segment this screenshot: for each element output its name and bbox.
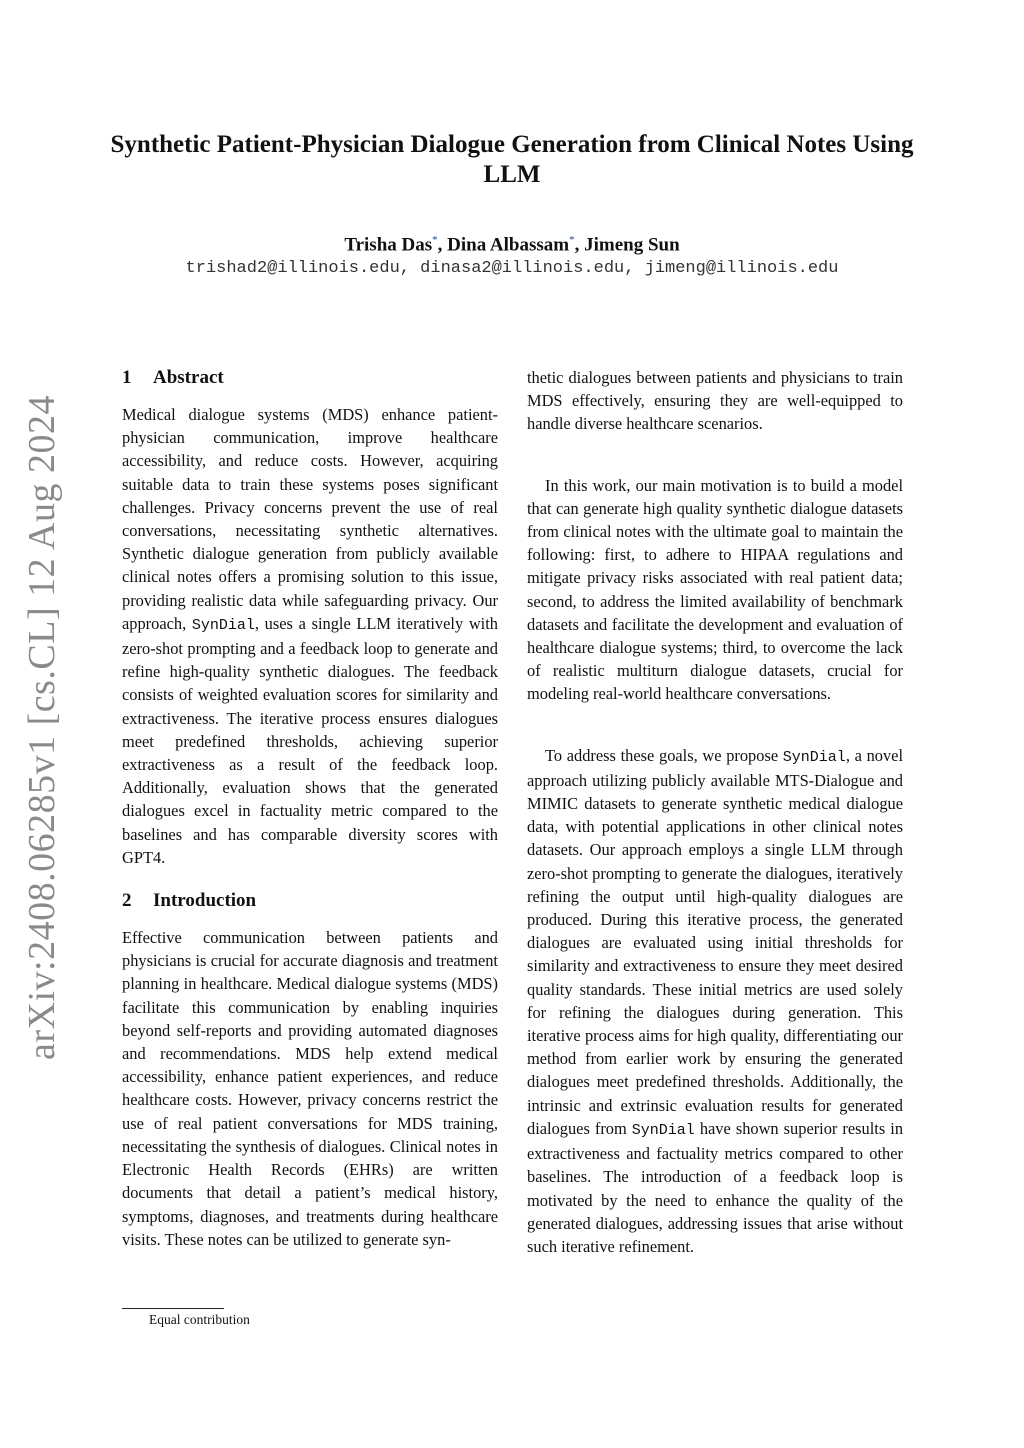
intro-paragraph-continued: thetic dialogues between patients and physicians to train MDS effectively, ensuring they are well-equipped to handle diverse healthcare scenarios. bbox=[527, 368, 903, 434]
section-number: 2 bbox=[122, 890, 132, 912]
intro-paragraph: In this work, our main motivation is to build a model that can generate high quality synthetic dialogue datasets from clinical notes with the ultimate goal to maintain the following: first, to adhere to HIPAA regulations and mitigate privacy risks associated with real patient data; second, to address the limited availability of benchmark datasets and facilitate the development and evaluation of healthcare dialogue systems; third, to overcome the lack of realistic multiturn dialogue datasets, crucial for modeling real-world healthcare conversations. bbox=[527, 475, 903, 704]
section-title: Abstract bbox=[153, 367, 224, 388]
section-number: 1 bbox=[122, 367, 132, 388]
right-column bbox=[527, 366, 903, 1258]
left-column bbox=[122, 366, 498, 1251]
section-title: Introduction bbox=[153, 890, 257, 912]
equal-contribution-mark[interactable]: * bbox=[569, 234, 575, 246]
footnote bbox=[149, 1312, 250, 1328]
footnote-text: Equal contribution bbox=[149, 1312, 250, 1327]
abstract-paragraph bbox=[122, 403, 498, 869]
method-name: SynDial bbox=[191, 616, 255, 634]
author-list: Trisha Das*, Dina Albassam*, Jimeng Sun bbox=[344, 234, 680, 256]
abstract-text: , uses a single LLM iteratively with zero-shot prompting and a feedback loop to generate and refine high-quality synthetic dialogues. The feedback consists of weighted evaluation scores for similarity and extractiveness. The iterative process ensures dialogues meet predefined thresholds, achieving superior extractiveness as a result of the feedback loop. Additionally, evaluation shows that the generated dialogues excel in factuality metric compared to the baselines and has comparable diversity scores with GPT4. bbox=[122, 613, 498, 867]
paper-title: Synthetic Patient-Physician Dialogue Generation from Clinical Notes Using LLM bbox=[110, 131, 914, 188]
intro-text: have shown superior results in extractiveness and factuality metrics compared to other baselines. The introduction of a feedback loop is motivated by the need to enhance the quality of the generated dialogues, addressing issues that arise without such iterative refinement. bbox=[527, 1118, 904, 1256]
section-heading-abstract bbox=[122, 366, 498, 390]
method-name: SynDial bbox=[631, 1121, 695, 1139]
intro-text: , a novel approach utilizing publicly available MTS-Dialogue and MIMIC datasets to generate synthetic medical dialogue data, with potential applications in other clinical notes datasets. Our approach employs a single LLM through zero-shot prompting to generate the dialogues, iteratively refining the output until high-quality dialogues are produced. During this iterative process, the generated dialogues are evaluated using initial thresholds for similarity and extractiveness to ensure they meet desired quality standards. These initial metrics are used solely for refining the dialogues during generation. This iterative process aims for high quality, differentiating our method from earlier work by ensuring the generated dialogues meet predefined thresholds. Additionally, the intrinsic and extrinsic evaluation results for generated dialogues from bbox=[527, 745, 903, 1138]
section-heading-introduction bbox=[122, 889, 498, 913]
arxiv-stamp: arXiv:2408.06285v1 [cs.CL] 12 Aug 2024 bbox=[21, 395, 63, 1060]
footnote-rule bbox=[122, 1308, 224, 1309]
abstract-text: Medical dialogue systems (MDS) enhance patient-physician communication, improve healthcare accessibility, and reduce costs. However, acquiring suitable data to train these systems poses significant challenges. Privacy concerns prevent the use of real conversations, necessitating synthetic alternatives. Synthetic dialogue generation from publicly available clinical notes offers a promising solution to this issue, providing realistic data while safeguarding privacy. Our approach, bbox=[122, 405, 498, 633]
author-emails: trishad2@illinois.edu, dinasa2@illinois.edu, jimeng@illinois.edu bbox=[185, 259, 839, 278]
author-name: Trisha Das bbox=[344, 234, 433, 256]
intro-paragraph: Effective communication between patients and physicians is crucial for accurate diagnosis and treatment planning in healthcare. Medical dialogue systems (MDS) facilitate this communication by enabling inquiries beyond self-reports and providing automated diagnoses and recommendations. MDS help extend medical accessibility, enhance patient experiences, and reduce healthcare costs. However, privacy concerns restrict the use of real patient conversations for MDS training, necessitating the synthesis of dialogues. Clinical notes in Electronic Health Records (EHRs) are written documents that detail a patient’s medical history, symptoms, diagnoses, and treatments during healthcare visits. These notes can be utilized to generate syn- bbox=[122, 928, 498, 1249]
intro-paragraph bbox=[527, 744, 903, 1258]
author-name: Jimeng Sun bbox=[584, 234, 680, 256]
intro-text: To address these goals, we propose bbox=[545, 745, 783, 765]
author-name: Dina Albassam bbox=[447, 234, 570, 256]
equal-contribution-mark[interactable]: * bbox=[432, 234, 438, 246]
method-name: SynDial bbox=[782, 748, 846, 766]
